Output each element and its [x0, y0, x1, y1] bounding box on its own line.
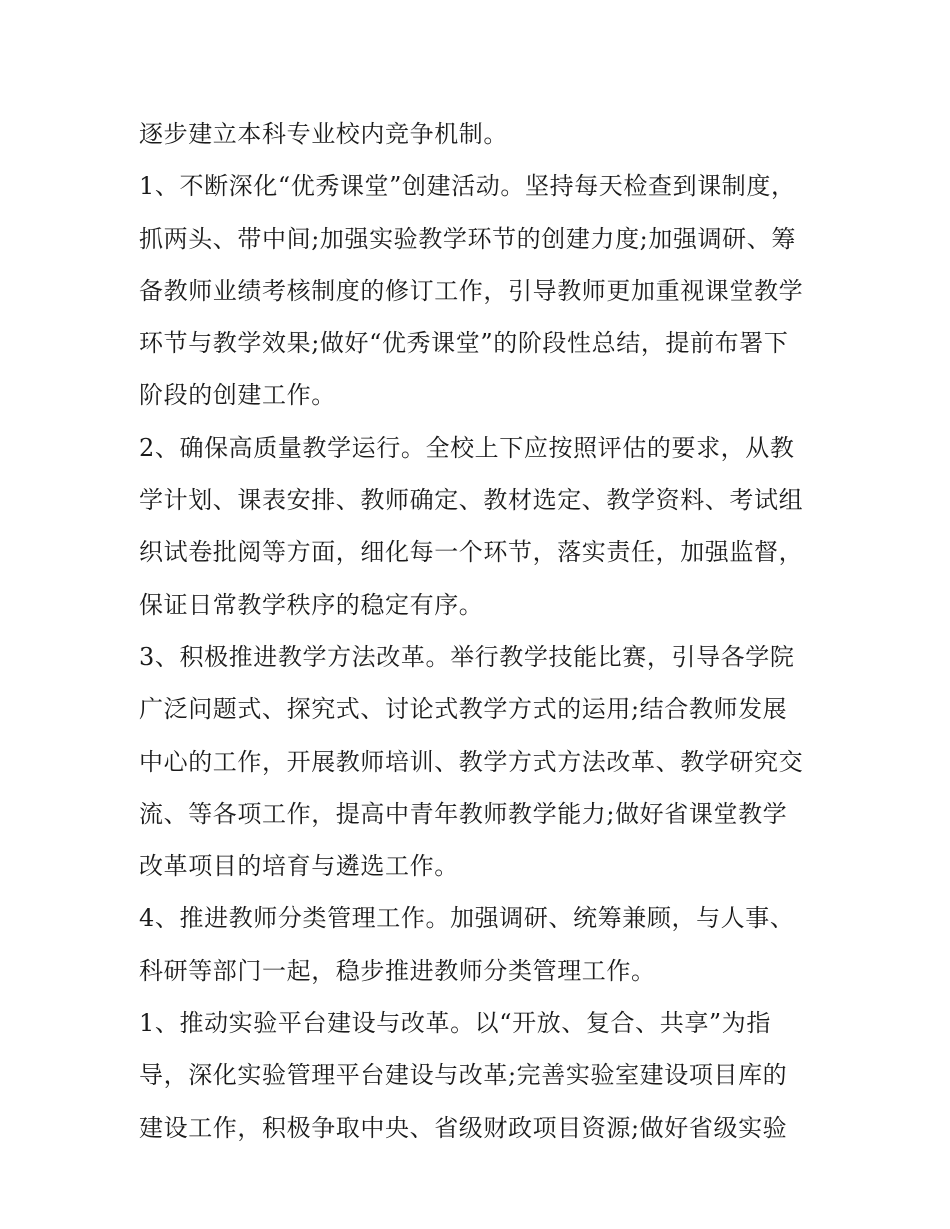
- text-line: 中心的工作，开展教师培训、教学方式方法改革、教学研究交: [139, 747, 804, 776]
- text-line: 导，深化实验管理平台建设与改革;完善实验室建设项目库的: [139, 1061, 788, 1090]
- text-line: 建设工作，积极争取中央、省级财政项目资源;做好省级实验: [139, 1113, 788, 1142]
- text-line: 备教师业绩考核制度的修订工作，引导教师更加重视课堂教学: [139, 276, 804, 305]
- text-line: 织试卷批阅等方面，细化每一个环节，落实责任，加强监督，: [139, 538, 804, 567]
- text-line: 1、推动实验平台建设与改革。以“开放、复合、共享”为指: [139, 1009, 772, 1038]
- text-line: 学计划、课表安排、教师确定、教材选定、教学资料、考试组: [139, 486, 804, 515]
- text-line: 改革项目的培育与遴选工作。: [139, 852, 459, 881]
- text-line: 4、推进教师分类管理工作。加强调研、统筹兼顾，与人事、: [139, 904, 795, 933]
- text-line: 2、确保高质量教学运行。全校上下应按照评估的要求，从教: [139, 433, 795, 462]
- text-line: 环节与教学效果;做好“优秀课堂”的阶段性总结，提前布署下: [139, 329, 789, 358]
- text-line: 阶段的创建工作。: [139, 381, 336, 410]
- text-line: 3、积极推进教学方法改革。举行教学技能比赛，引导各学院: [139, 642, 795, 671]
- document-body: [139, 108, 839, 1154]
- text-line: 抓两头、带中间;加强实验教学环节的创建力度;加强调研、筹: [139, 224, 796, 253]
- text-line: 1、不断深化“优秀课堂”创建活动。坚持每天检查到课制度，: [139, 172, 796, 201]
- text-line: 流、等各项工作，提高中青年教师教学能力;做好省课堂教学: [139, 799, 788, 828]
- text-line: 逐步建立本科专业校内竞争机制。: [139, 120, 508, 148]
- text-line: 科研等部门一起，稳步推进教师分类管理工作。: [139, 956, 656, 985]
- text-line: 广泛问题式、探究式、讨论式教学方式的运用;结合教师发展: [139, 695, 788, 724]
- text-line: 保证日常教学秩序的稳定有序。: [139, 590, 484, 619]
